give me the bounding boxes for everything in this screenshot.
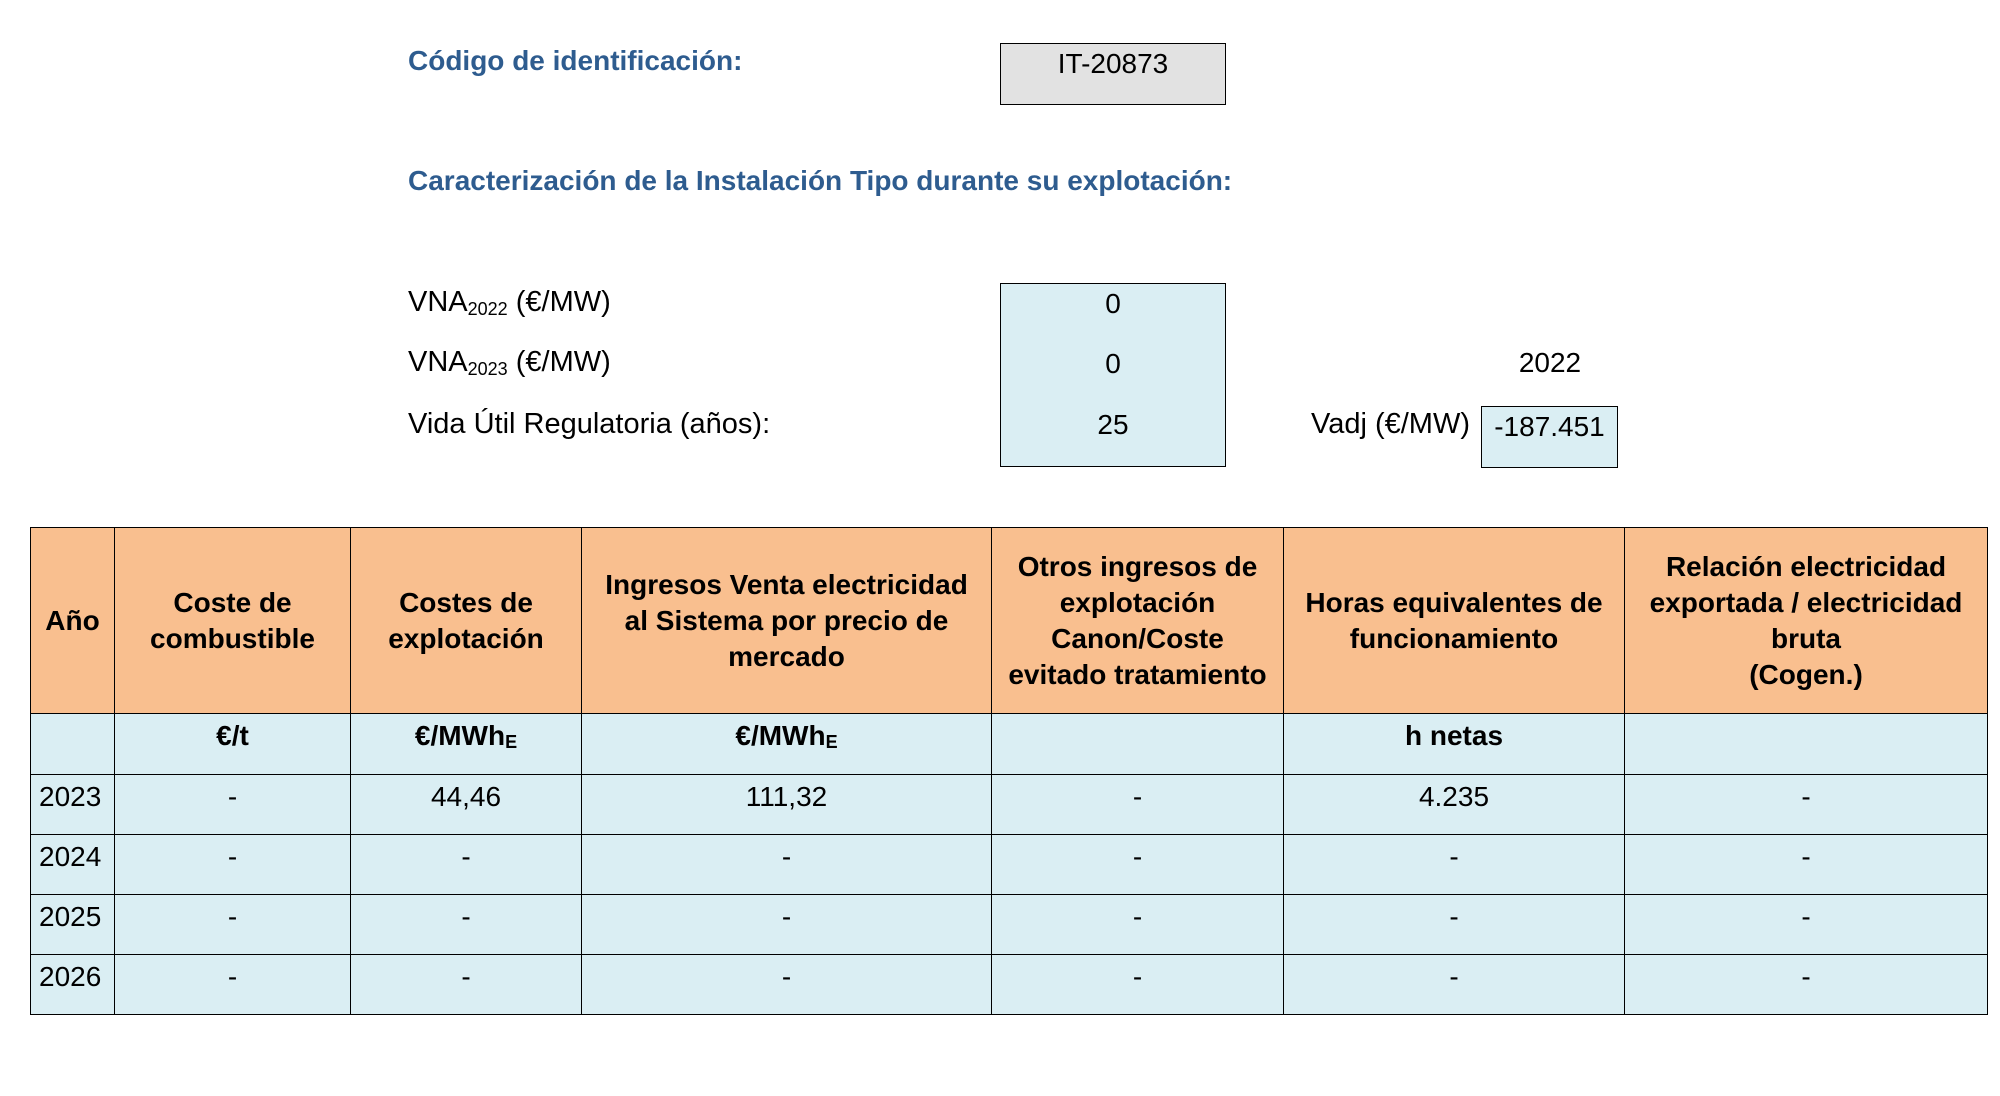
table-cell: 111,32 [582,775,992,835]
vida-util-label: Vida Útil Regulatoria (años): [408,408,771,440]
section-title: Caracterización de la Instalación Tipo durante su explotación: [408,165,1233,196]
unit-cell: €/MWh$_E$ [351,714,582,775]
table-row [31,895,1988,955]
vadj-value: -187.451 [1481,406,1618,468]
table-cell: - [1284,835,1625,895]
col-header-fuel-cost: Coste de combustible [115,528,351,714]
table-cell: - [1284,955,1625,1015]
vida-util-value: 25 [1000,405,1226,467]
costs-table [30,527,1988,1015]
unit-cell [31,714,115,775]
table-cell: - [1625,775,1988,835]
table-cell: - [115,775,351,835]
vna2023-value: 0 [1000,344,1226,406]
unit-cell: €/MWh$_E$ [582,714,992,775]
table-cell: - [582,955,992,1015]
id-value-box: IT-20873 [1000,43,1226,105]
col-header-year: Año [31,528,115,714]
table-cell: - [1625,895,1988,955]
vadj-label: Vadj (€/MW) [1311,408,1470,440]
unit-cell: h netas [1284,714,1625,775]
col-header-market-revenue: Ingresos Venta electricidad al Sistema por precio de mercado [582,528,992,714]
table-cell: - [992,775,1284,835]
table-row [31,955,1988,1015]
col-header-other-revenue: Otros ingresos de explotación Canon/Coste evitado tratamiento [992,528,1284,714]
table-cell: - [1625,835,1988,895]
table-cell: - [992,835,1284,895]
table-cell: - [582,835,992,895]
table-cell: - [115,895,351,955]
table-header-row [31,528,1988,714]
unit-cell: €/t [115,714,351,775]
units-row [31,714,1988,775]
table-cell: - [351,835,582,895]
unit-cell [992,714,1284,775]
table-row [31,835,1988,895]
table-row [31,775,1988,835]
col-header-electricity-ratio: Relación electricidad exportada / electricidad bruta (Cogen.) [1625,528,1988,714]
table-cell: - [115,955,351,1015]
year-cell: 2023 [31,775,115,835]
vna2022-label: $VNA_{2022}$ (€/MW) [408,286,611,319]
table-cell: - [582,895,992,955]
table-cell: - [351,955,582,1015]
table-cell: - [992,955,1284,1015]
vna2022-value: 0 [1000,283,1226,345]
unit-cell [1625,714,1988,775]
table-cell: - [1284,895,1625,955]
year-cell: 2026 [31,955,115,1015]
id-label: Código de identificación: [408,45,743,76]
col-header-equivalent-hours: Horas equivalentes de funcionamiento [1284,528,1625,714]
table-cell: - [1625,955,1988,1015]
year-cell: 2024 [31,835,115,895]
col-header-operating-cost: Costes de explotación [351,528,582,714]
table-cell: 4.235 [1284,775,1625,835]
year-cell: 2025 [31,895,115,955]
table-cell: - [115,835,351,895]
vna2023-label: $VNA_{2023}$ (€/MW) [408,346,611,379]
table-cell: 44,46 [351,775,582,835]
table-cell: - [351,895,582,955]
reference-year: 2022 [1518,347,1582,378]
table-cell: - [992,895,1284,955]
